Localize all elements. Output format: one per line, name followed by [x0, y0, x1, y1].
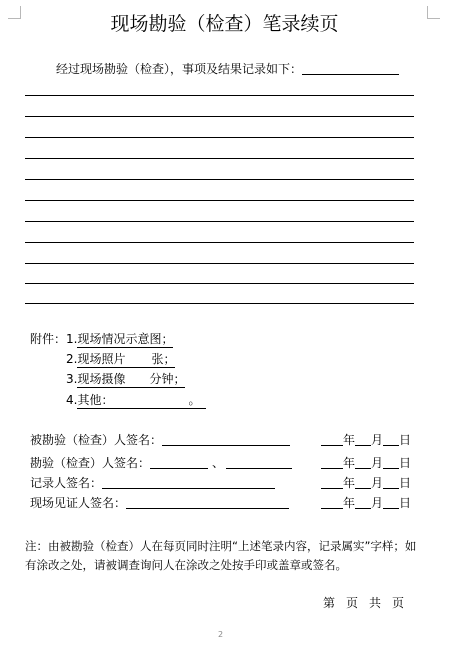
attachment-item-4: 4.其他： 。 — [66, 392, 206, 408]
day-blank[interactable] — [383, 455, 399, 469]
page-number: 2 — [218, 630, 224, 639]
signature-field[interactable] — [126, 495, 289, 509]
signature-field[interactable] — [226, 455, 292, 469]
signature-row: 被勘验（检查）人签名： — [30, 432, 290, 448]
attachment-item-1: 1.现场情况示意图； — [66, 332, 174, 346]
record-line[interactable] — [25, 158, 414, 159]
intro-blank[interactable] — [302, 61, 399, 75]
date-field-4: 年 月 日 — [321, 495, 411, 511]
day-blank[interactable] — [383, 432, 399, 446]
year-blank[interactable] — [321, 475, 343, 489]
attachment-text: 现场情况示意图； — [77, 332, 174, 346]
page-count-footer: 第 页 共 页 — [323, 596, 405, 610]
record-line[interactable] — [25, 95, 414, 96]
record-line[interactable] — [25, 221, 414, 222]
signature-field[interactable] — [150, 455, 208, 469]
signature-row: 记录人签名： — [30, 475, 275, 491]
attachment-item-2: 2.现场照片 张； — [66, 352, 176, 366]
month-blank[interactable] — [355, 455, 371, 469]
day-blank[interactable] — [383, 475, 399, 489]
date-field-3: 年 月 日 — [321, 475, 411, 491]
signature-row: 现场见证人签名： — [30, 495, 289, 511]
attachments-label: 附件： — [30, 332, 67, 346]
record-line[interactable] — [25, 137, 414, 138]
record-line[interactable] — [25, 179, 414, 180]
attachment-video-field[interactable]: 现场摄像 分钟； — [77, 372, 186, 386]
year-blank[interactable] — [321, 495, 343, 509]
record-line[interactable] — [25, 200, 414, 201]
note-paragraph: 注：由被勘验（检查）人在每页同时注明“上述笔录内容，记录属实”字样；如有涂改之处，请被调查询问人在涂改之处按手印或盖章或签名。 — [25, 539, 417, 572]
record-line[interactable] — [25, 263, 414, 264]
date-field-1: 年 月 日 — [321, 432, 411, 448]
intro-label: 经过现场勘验（检查），事项及结果记录如下： — [56, 62, 303, 76]
record-line[interactable] — [25, 283, 414, 284]
year-blank[interactable] — [321, 432, 343, 446]
record-line[interactable] — [25, 242, 414, 243]
month-blank[interactable] — [355, 432, 371, 446]
intro-line — [56, 61, 399, 77]
year-blank[interactable] — [321, 455, 343, 469]
month-blank[interactable] — [355, 475, 371, 489]
signature-field[interactable] — [162, 432, 290, 446]
page-title: 现场勘验（检查）笔录续页 — [110, 13, 339, 35]
attachment-other-field[interactable]: 其他： 。 — [77, 393, 206, 409]
date-field-2: 年 月 日 — [321, 455, 411, 471]
record-line[interactable] — [25, 303, 414, 304]
day-blank[interactable] — [383, 495, 399, 509]
month-blank[interactable] — [355, 495, 371, 509]
attachment-photos-field[interactable]: 现场照片 张； — [77, 352, 176, 366]
attachment-item-3: 3.现场摄像 分钟； — [66, 372, 186, 386]
signature-row: 勘验（检查）人签名： 、 — [30, 455, 292, 471]
record-line[interactable] — [25, 116, 414, 117]
signature-field[interactable] — [102, 475, 275, 489]
